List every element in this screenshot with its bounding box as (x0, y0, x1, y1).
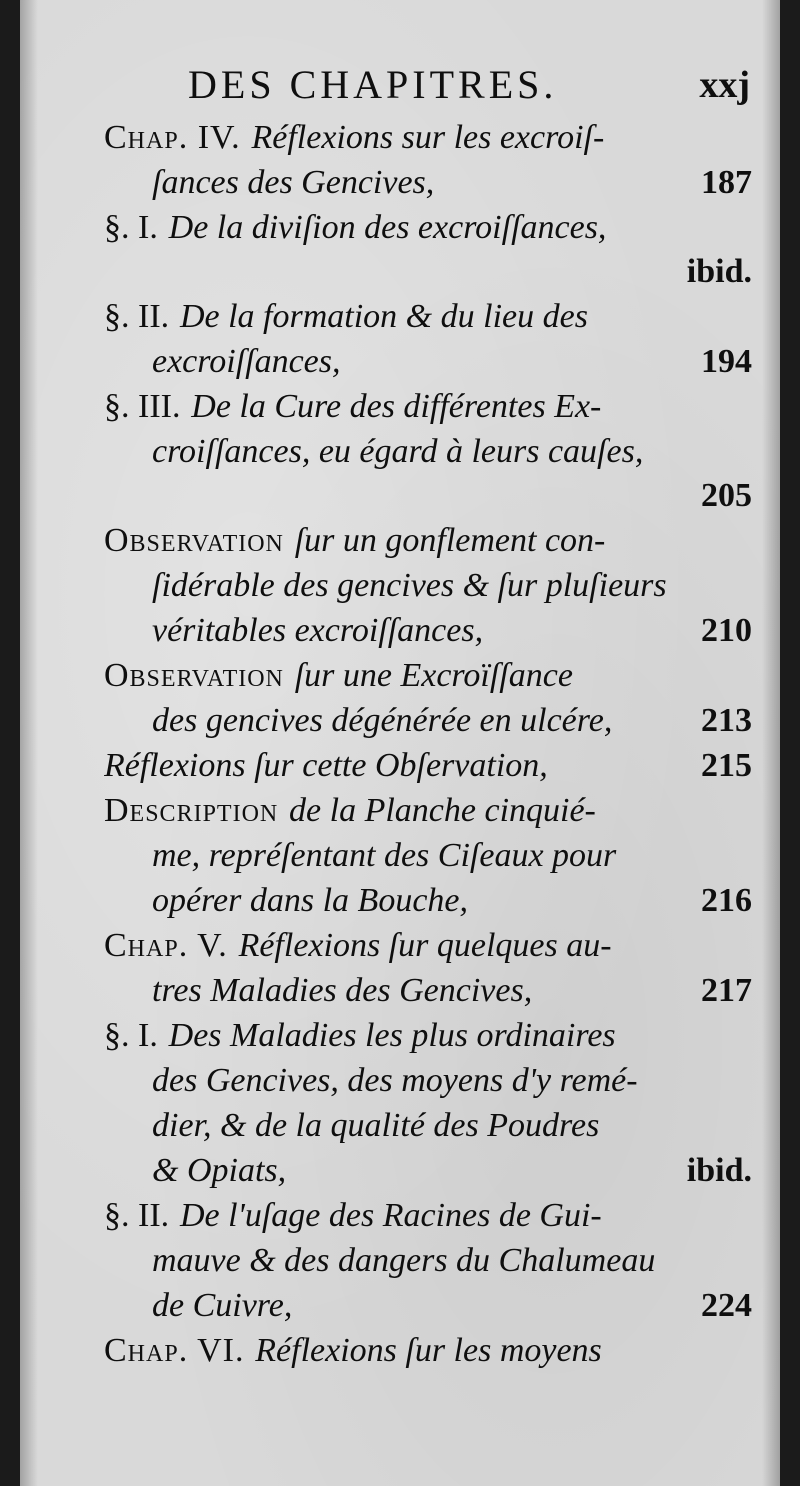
toc-entry-heading: Chap. VI. (104, 1332, 245, 1369)
toc-entry-title-text: mauve & des dangers du Chalumeau (152, 1242, 656, 1279)
toc-line-text (152, 833, 752, 878)
toc-entry-title-text: me, repréſentant des Ciſeaux pour (152, 837, 617, 874)
toc-line (104, 429, 752, 474)
book-page (20, 0, 780, 1486)
toc-line-text (104, 518, 752, 563)
toc-line (104, 563, 752, 608)
toc-line (104, 474, 752, 518)
toc-entry-title-text: Réflexions ſur quelques au- (238, 927, 612, 964)
toc-line (104, 1058, 752, 1103)
toc-entry (104, 518, 752, 653)
toc-page-ref: 205 (701, 477, 752, 514)
toc-line (104, 115, 752, 160)
toc-line-text (104, 115, 752, 160)
running-header (160, 60, 750, 110)
toc-line (104, 384, 752, 429)
toc-page-ref: 216 (701, 882, 752, 919)
toc-entry-title-text: tres Maladies des Gencives, (152, 972, 533, 1009)
toc-line-text (152, 563, 752, 608)
toc-line (104, 205, 752, 250)
toc-line (104, 1103, 752, 1148)
toc-entry-heading: Observation (104, 522, 284, 559)
toc-page-ref: 213 (701, 702, 752, 739)
toc-line (104, 1238, 752, 1283)
toc-entry (104, 1193, 752, 1328)
toc-entry-title-text: Réflexions sur les excroiſ- (251, 119, 605, 156)
toc-entry-title-text: De la formation & du lieu des (179, 298, 588, 335)
toc-line (104, 653, 752, 698)
toc-entry-title-text: De la Cure des différentes Ex- (191, 388, 602, 425)
toc-page-ref: 217 (701, 972, 752, 1009)
toc-line (104, 339, 752, 384)
toc-line-text (152, 339, 687, 384)
toc-line-text (152, 878, 687, 923)
toc-entry (104, 205, 752, 294)
toc-line-text (104, 205, 752, 250)
toc-line-text (104, 384, 752, 429)
toc-page-ref: 194 (701, 343, 752, 380)
toc-entry (104, 788, 752, 923)
toc-entry-title-text: De l'uſage des Racines de Gui- (179, 1197, 602, 1234)
toc-entry-title-text: des Gencives, des moyens d'y remé- (152, 1062, 638, 1099)
toc-entry-heading: Observation (104, 657, 284, 694)
toc-line (104, 1193, 752, 1238)
toc-line-text (104, 743, 687, 788)
toc-line (104, 608, 752, 653)
toc-line (104, 1283, 752, 1328)
toc-line (104, 1328, 752, 1373)
toc-page-ref: 224 (701, 1287, 752, 1324)
page-number: xxj (699, 64, 750, 106)
toc-entry-heading: §. I. (104, 209, 158, 246)
toc-line (104, 968, 752, 1013)
toc-line-text (152, 160, 687, 205)
toc-entry (104, 384, 752, 518)
toc-page-ref: ibid. (686, 253, 752, 290)
toc-entry-heading: §. II. (104, 298, 170, 335)
toc-line-text (104, 1013, 752, 1058)
toc-line-text (104, 1328, 752, 1373)
toc-line-text (104, 294, 752, 339)
toc-line (104, 833, 752, 878)
toc-entry-heading: Chap. V. (104, 927, 228, 964)
toc-line-text (104, 923, 752, 968)
toc-entry-title-text: opérer dans la Bouche, (152, 882, 469, 919)
toc-entry-title-text: excroiſſances, (152, 343, 341, 380)
toc-line (104, 518, 752, 563)
toc-line-text (104, 788, 752, 833)
toc-line-text (152, 1103, 752, 1148)
toc-entry (104, 115, 752, 205)
toc-entry (104, 294, 752, 384)
toc-line (104, 294, 752, 339)
toc-line-text (152, 698, 687, 743)
toc-page-ref: ibid. (686, 1152, 752, 1189)
toc-line-text (152, 1283, 687, 1328)
toc-entry-title-text: Réflexions ſur les moyens (255, 1332, 602, 1369)
toc-line-text (152, 1058, 752, 1103)
toc-line (104, 878, 752, 923)
toc-page-ref: 215 (701, 747, 752, 784)
toc-line-text (104, 653, 752, 698)
table-of-contents (104, 115, 752, 1373)
toc-line-text (152, 429, 752, 474)
toc-entry-title-text: des gencives dégénérée en ulcére, (152, 702, 613, 739)
toc-entry-title-text: de Cuivre, (152, 1287, 293, 1324)
toc-entry-title-text: & Opiats, (152, 1152, 287, 1189)
toc-entry-heading: §. I. (104, 1017, 158, 1054)
toc-entry-title-text: dier, & de la qualité des Poudres (152, 1107, 600, 1144)
toc-entry-title-text: ſances des Gencives, (152, 164, 435, 201)
toc-entry-title-text: croiſſances, eu égard à leurs cauſes, (152, 433, 644, 470)
toc-page-ref: 187 (701, 164, 752, 201)
toc-entry-title-text: ſur une Excroïſſance (294, 657, 573, 694)
toc-line (104, 698, 752, 743)
toc-line-text (104, 1193, 752, 1238)
toc-line (104, 1148, 752, 1193)
toc-entry-title-text: Des Maladies les plus ordinaires (168, 1017, 616, 1054)
toc-entry (104, 923, 752, 1013)
toc-line (104, 1013, 752, 1058)
toc-line-text (152, 608, 687, 653)
toc-entry-heading: §. II. (104, 1197, 170, 1234)
toc-entry (104, 1328, 752, 1373)
toc-page-ref: 210 (701, 612, 752, 649)
toc-line (104, 160, 752, 205)
toc-entry-title-text: Réflexions ſur cette Obſervation, (104, 747, 548, 784)
toc-entry-title-text: ſidérable des gencives & ſur pluſieurs (152, 567, 667, 604)
toc-line-text (152, 968, 687, 1013)
toc-line (104, 250, 752, 294)
toc-line (104, 743, 752, 788)
toc-entry-heading: Description (104, 792, 279, 829)
toc-entry-title-text: de la Planche cinquié- (289, 792, 596, 829)
toc-line (104, 788, 752, 833)
toc-entry (104, 743, 752, 788)
toc-entry-heading: Chap. IV. (104, 119, 241, 156)
toc-entry-title-text: De la diviſion des excroiſſances, (168, 209, 607, 246)
toc-line (104, 923, 752, 968)
toc-entry-title-text: véritables excroiſſances, (152, 612, 484, 649)
toc-line-text (152, 1238, 752, 1283)
toc-entry (104, 653, 752, 743)
toc-line-text (152, 1148, 673, 1193)
toc-entry-heading: §. III. (104, 388, 181, 425)
toc-entry (104, 1013, 752, 1193)
running-title: DES CHAPITRES. (188, 62, 558, 107)
toc-entry-title-text: ſur un gonflement con- (294, 522, 606, 559)
